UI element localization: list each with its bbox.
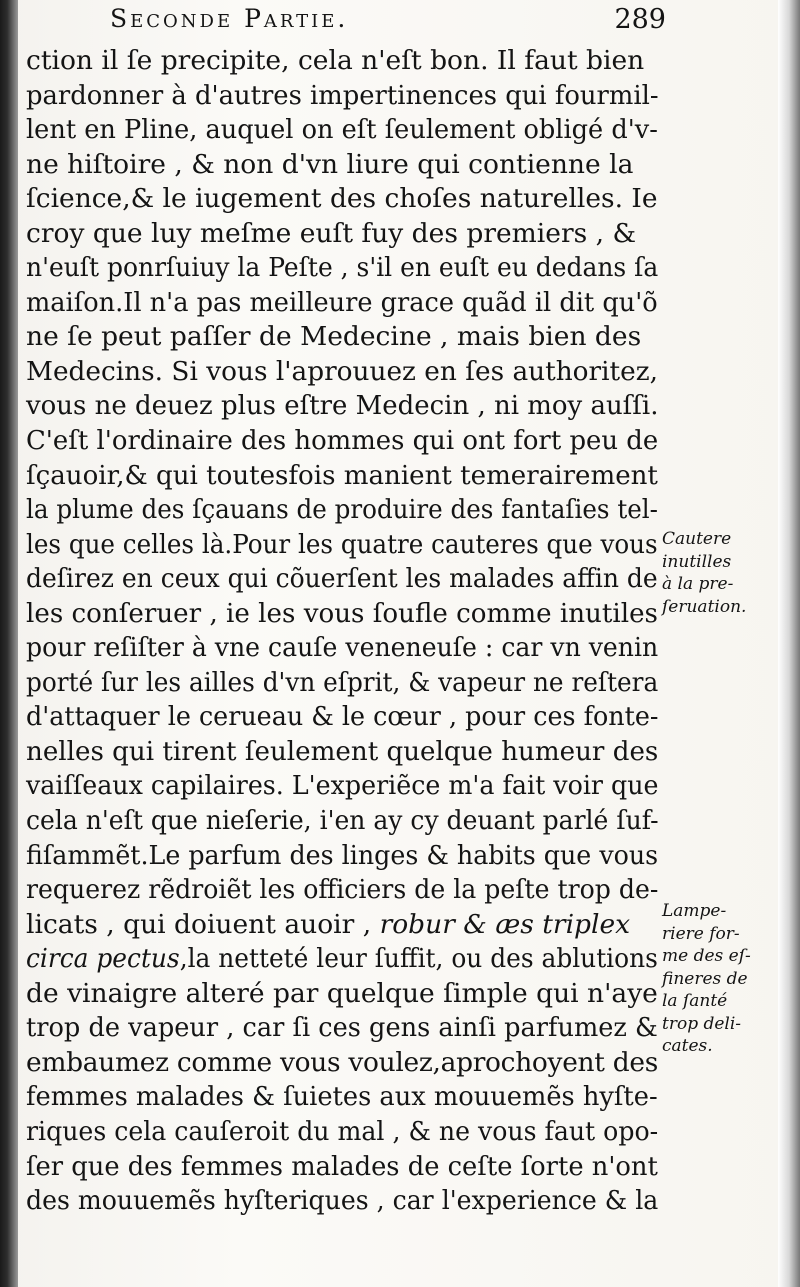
margin-note-cautere xyxy=(662,528,780,618)
text-line: nelles qui tirent ſeulement quelque humeur des xyxy=(26,735,659,767)
text-line: requerez rẽdroiẽt les officiers de la peſte trop de- xyxy=(26,874,659,906)
text-line: licats , qui doiuent auoir , robur & æs triplex xyxy=(26,908,631,940)
text-line: pardonner à d'autres impertinences qui fourmil- xyxy=(26,79,659,111)
text-line: des mouuemẽs hyſteriques , car l'experience & la xyxy=(26,1185,659,1217)
text-line: C'eſt l'ordinaire des hommes qui ont fort peu de xyxy=(26,425,659,457)
text-line: femmes malades & ſuietes aux mouuemẽs hyſte- xyxy=(26,1081,658,1113)
margin-note-line: inutilles xyxy=(662,551,732,572)
margin-note-line: Cautere xyxy=(662,529,732,549)
margin-note-line: cates. xyxy=(662,1036,713,1056)
text-line: cela n'eſt que nieſerie, i'en ay cy deuant parlé ſuf- xyxy=(26,805,659,837)
page-gutter-shadow xyxy=(0,0,18,1287)
page-number: 289 xyxy=(614,4,666,35)
margin-note-line: fineres de xyxy=(662,968,748,989)
body-text xyxy=(26,44,658,1219)
text-line: ction il ſe precipite, cela n'eſt bon. Il faut bien xyxy=(26,45,645,76)
margin-note-line: la ſanté xyxy=(662,991,728,1011)
text-line: la plume des ſçauans de produire des fantaſies tel- xyxy=(26,494,658,526)
text-line: les conſeruer , ie les vous ſoufle comme inutiles xyxy=(26,597,658,629)
text-line: porté ſur les ailles d'vn eſprit, & vapeur ne reſtera xyxy=(26,666,659,698)
text-line: ſçauoir,& qui toutesfois manient temerairement xyxy=(26,459,658,491)
margin-note-line: riere for- xyxy=(662,923,740,944)
text-line: d'attaquer le cerueau & le cœur , pour ces fonte- xyxy=(26,701,659,733)
text-line: maiſon.Il n'a pas meilleure grace quãd il dit qu'õ xyxy=(26,286,658,318)
page-edge xyxy=(778,0,800,1287)
text-line: Medecins. Si vous l'aprouuez en ſes authoritez, xyxy=(26,355,658,387)
text-line: circa pectus,la netteté leur ſuffit, ou des ablutions xyxy=(26,943,658,975)
text-line: pour reſiſter à vne cauſe veneneuſe : car vn venin xyxy=(26,632,659,664)
text-line: vous ne deuez plus eſtre Medecin , ni moy auſſi. xyxy=(26,390,659,422)
text-line: ne hiſtoire , & non d'vn liure qui contienne la xyxy=(26,148,634,180)
margin-note-line: ſeruation. xyxy=(662,596,747,617)
latin-phrase: robur & æs triplex xyxy=(379,908,631,940)
text-line: les que celles là.Pour les quatre cauteres que vous xyxy=(26,528,658,560)
text-line: ſer que des femmes malades de ceſte ſorte n'ont xyxy=(26,1150,658,1182)
latin-phrase: circa pectus xyxy=(26,943,180,975)
margin-note-line: me des eſ- xyxy=(662,946,751,966)
text-line: ſcience,& le iugement des choſes naturelles. Ie xyxy=(26,183,658,215)
running-head: Seconde Partie. xyxy=(110,4,349,33)
text-line: vaiſſeaux capilaires. L'experiẽce m'a fait voir que xyxy=(26,770,659,802)
text-line: embaumez comme vous voulez,aprochoyent des xyxy=(26,1046,658,1078)
margin-note-line: trop deli- xyxy=(662,1013,742,1034)
text-line: deſirez en ceux qui cõuerſent les malades affin de xyxy=(26,563,658,595)
text-line: croy que luy meſme euſt fuy des premiers , & xyxy=(26,217,637,249)
margin-note-line: à la pre- xyxy=(662,574,734,594)
text-line: riques cela cauſeroit du mal , & ne vous faut opo- xyxy=(26,1115,659,1147)
text-line: trop de vapeur , car ſi ces gens ainſi parfumez & xyxy=(26,1012,658,1044)
text-line: ne ſe peut paſſer de Medecine , mais bien des xyxy=(26,321,642,353)
margin-note-lamperiere xyxy=(662,900,780,1058)
text-line: n'euſt ponrſuiuy la Peſte , s'il en euſt eu dedans ſa xyxy=(26,252,659,284)
text-line: lent en Pline, auquel on eſt ſeulement obligé d'v- xyxy=(26,114,658,146)
margin-note-line: Lampe- xyxy=(662,901,727,921)
text-line: de vinaigre alteré par quelque ſimple qui n'aye xyxy=(26,977,658,1009)
text-line: fiſammẽt.Le parfum des linges & habits que vous xyxy=(26,839,659,871)
